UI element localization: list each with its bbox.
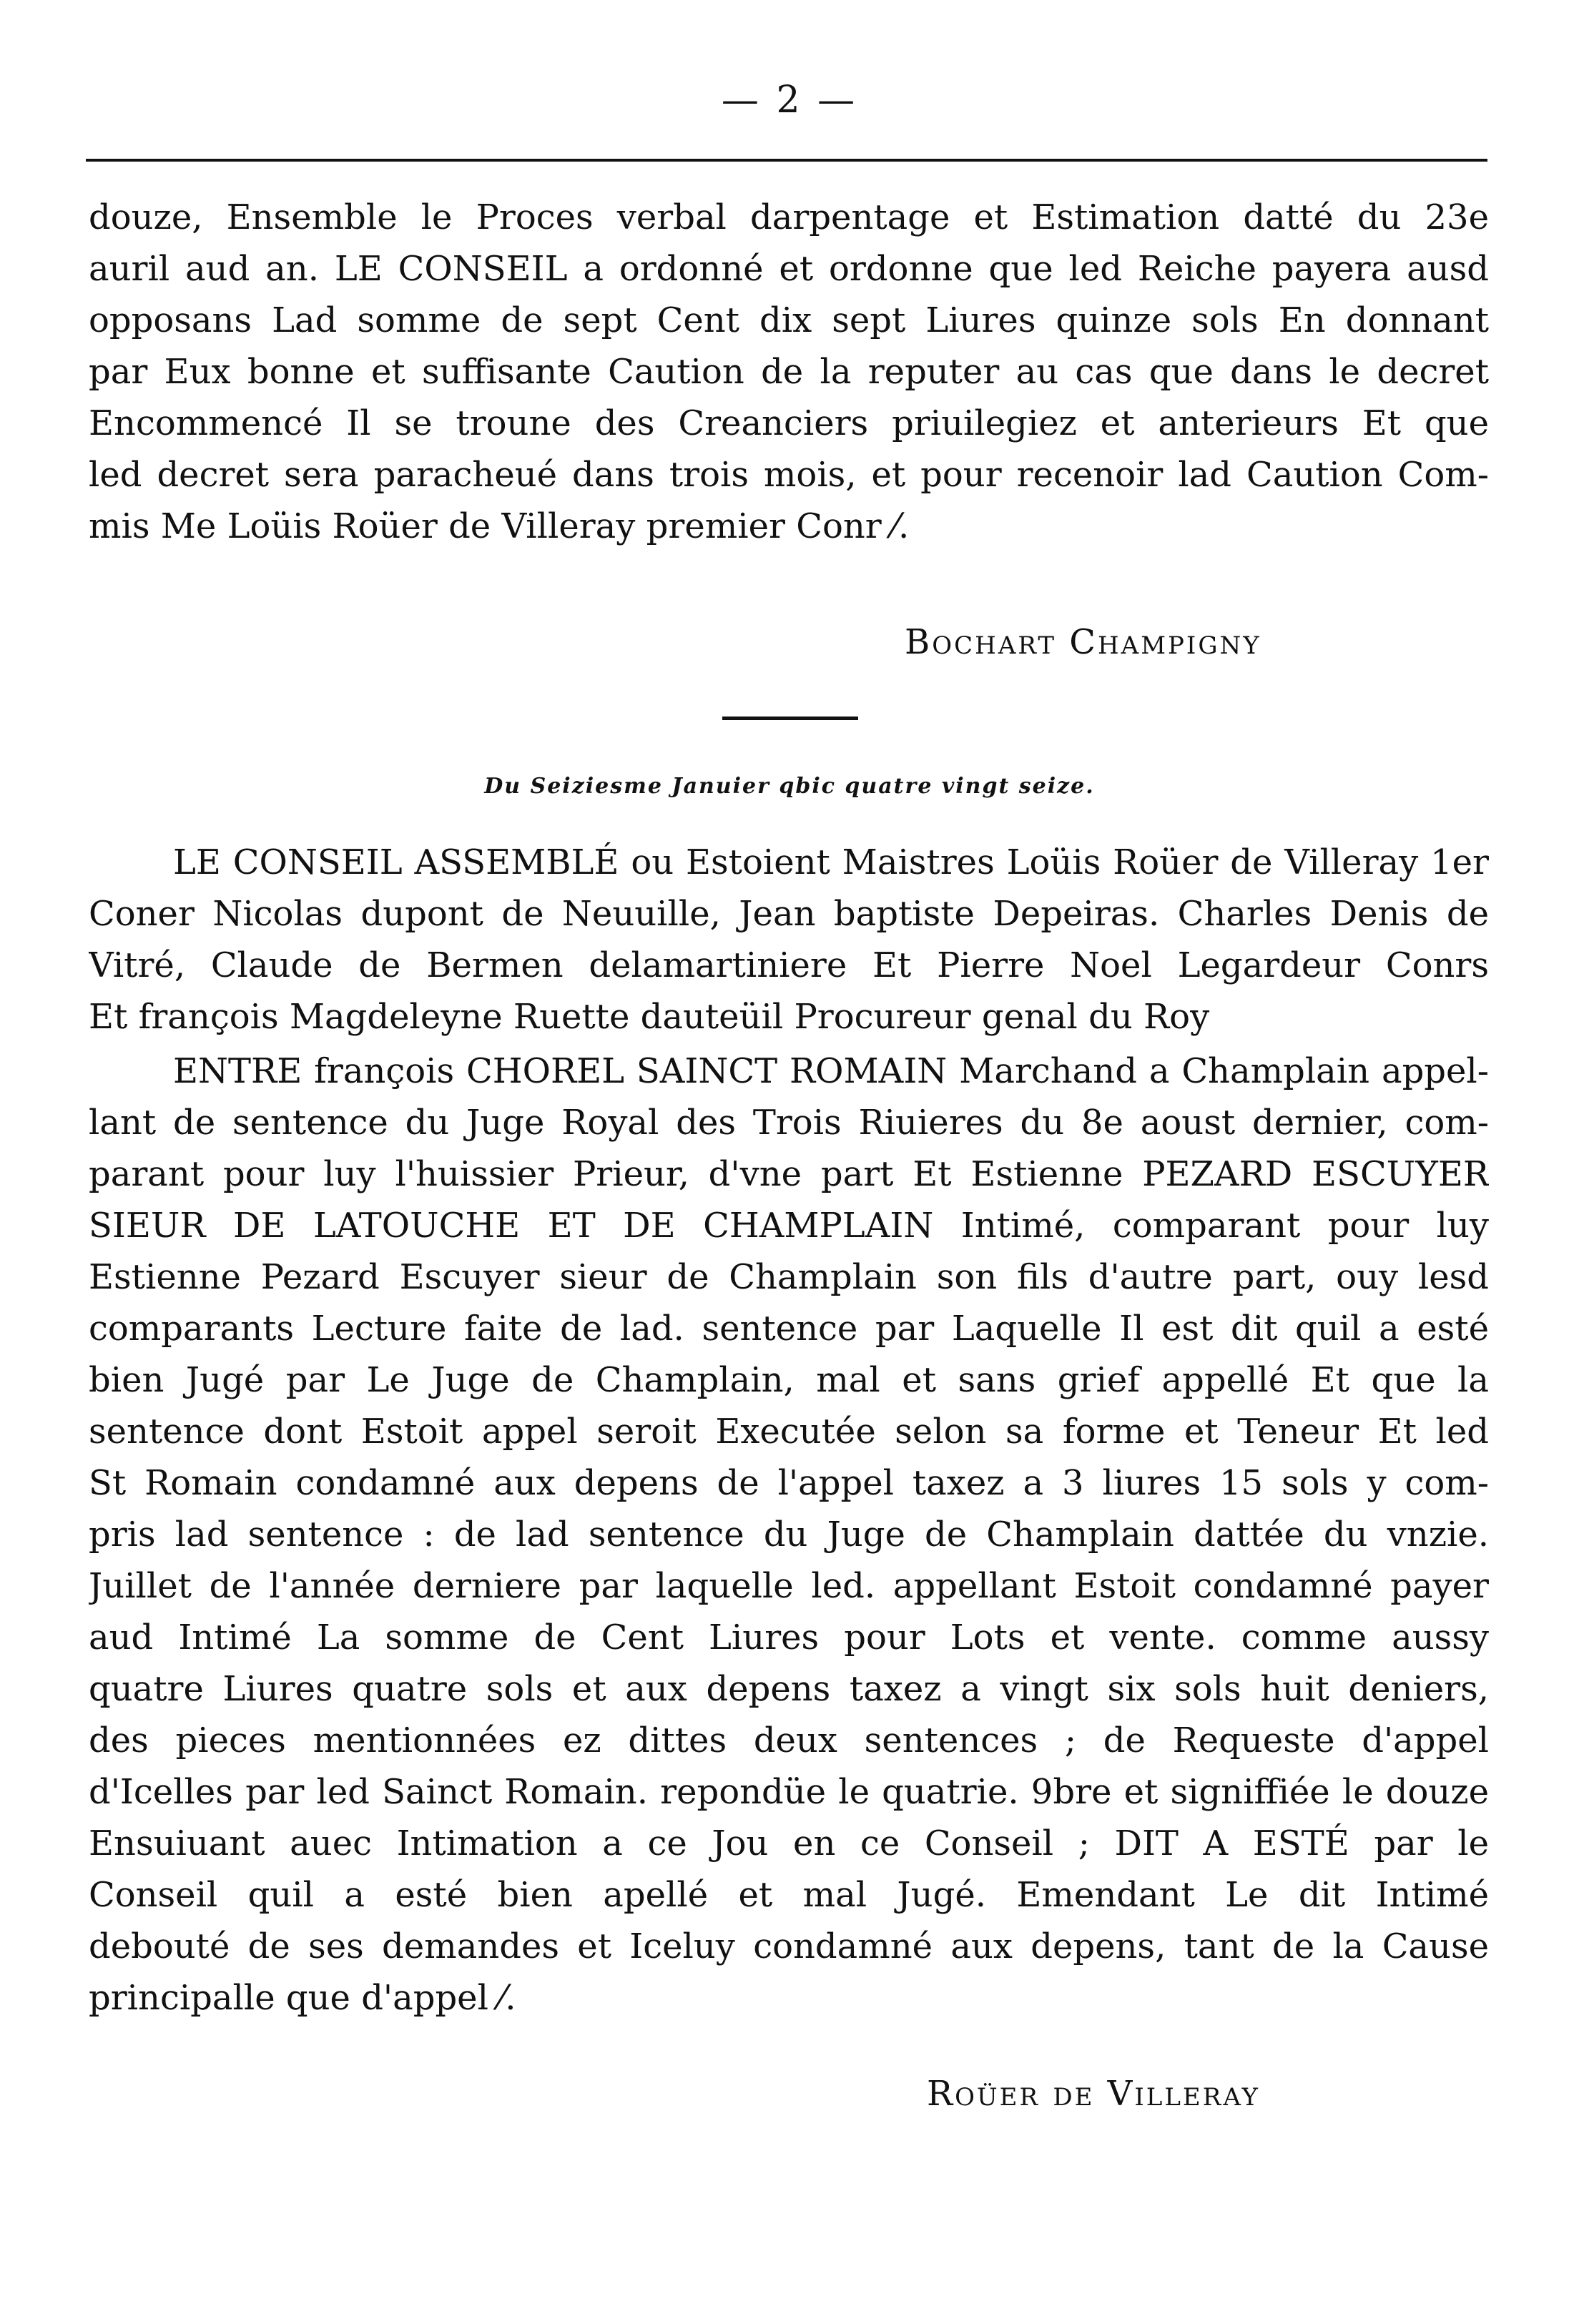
text-line: led decret sera paracheué dans trois mois, et pour recenoir lad Caution Com-: [89, 455, 1489, 495]
text-line: comparants Lecture faite de lad. sentence par Laquelle Il est dit quil a esté: [89, 1309, 1489, 1349]
text-line: des pieces mentionnées ez dittes deux sentences ; de Requeste d'appel: [89, 1720, 1489, 1761]
session-date-heading: Du Seiziesme Januier qbic quatre vingt seize.: [484, 774, 1095, 799]
text-line: par Eux bonne et suffisante Caution de la reputer au cas que dans le decret: [89, 352, 1489, 392]
text-line: d'Icelles par led Sainct Romain. repondüe le quatrie. 9bre et signiffiée le douze: [89, 1772, 1489, 1812]
page-number: — 2 —: [721, 79, 858, 122]
text-line: quatre Liures quatre sols et aux depens taxez a vingt six sols huit deniers,: [89, 1669, 1489, 1709]
text-line: mis Me Loüis Roüer de Villeray premier Conr ⁄.: [89, 506, 910, 546]
text-line: opposans Lad somme de sept Cent dix sept Liures quinze sols En donnant: [89, 300, 1489, 340]
text-line: douze, Ensemble le Proces verbal darpentage et Estimation datté du 23e: [89, 197, 1489, 237]
text-line: Vitré, Claude de Bermen delamartiniere Et Pierre Noel Legardeur Conrs: [89, 945, 1489, 985]
paragraph-continuation: [89, 192, 1489, 552]
signature-champigny: Bochart Champigny: [905, 622, 1261, 662]
section-divider: [722, 717, 858, 720]
text-line: Conseil quil a esté bien apellé et mal Jugé. Emendant Le dit Intimé: [89, 1875, 1489, 1915]
text-line: aud Intimé La somme de Cent Liures pour Lots et vente. comme aussy: [89, 1618, 1489, 1658]
text-line: principalle que d'appel ⁄.: [89, 1978, 516, 2018]
text-line: debouté de ses demandes et Iceluy condamné aux depens, tant de la Cause: [89, 1926, 1489, 1966]
text-line: bien Jugé par Le Juge de Champlain, mal et sans grief appellé Et que la: [89, 1360, 1489, 1400]
text-line: lant de sentence du Juge Royal des Trois Riuieres du 8e aoust dernier, com-: [89, 1103, 1489, 1143]
text-line: SIEUR DE LATOUCHE ET DE CHAMPLAIN Intimé, comparant pour luy: [89, 1206, 1489, 1246]
text-line: auril aud an. LE CONSEIL a ordonné et ordonne que led Reiche payera ausd: [89, 249, 1489, 289]
text-line: Juillet de l'année derniere par laquelle led. appellant Estoit condamné payer: [89, 1566, 1489, 1606]
text-line: Ensuiuant auec Intimation a ce Jou en ce Conseil ; DIT A ESTÉ par le: [89, 1823, 1489, 1863]
header-rule: [86, 159, 1487, 162]
signature-rouer-de-villeray: Roüer de Villeray: [927, 2074, 1260, 2114]
text-line: Et françois Magdeleyne Ruette dauteüil Procureur genal du Roy: [89, 997, 1210, 1037]
text-line: St Romain condamné aux depens de l'appel taxez a 3 liures 15 sols y com-: [89, 1463, 1489, 1503]
paragraph-council-assembled: [89, 837, 1489, 1043]
text-line: Estienne Pezard Escuyer sieur de Champlain son fils d'autre part, ouy lesd: [89, 1257, 1489, 1297]
text-line: Encommencé Il se troune des Creanciers priuilegiez et anterieurs Et que: [89, 403, 1489, 443]
text-line: LE CONSEIL ASSEMBLÉ ou Estoient Maistres Loüis Roüer de Villeray 1er: [173, 842, 1489, 882]
text-line: sentence dont Estoit appel seroit Executée selon sa forme et Teneur Et led: [89, 1412, 1489, 1452]
paragraph-case-judgment: [89, 1045, 1489, 2024]
text-line: parant pour luy l'huissier Prieur, d'vne part Et Estienne PEZARD ESCUYER: [89, 1154, 1489, 1194]
text-line: pris lad sentence : de lad sentence du Juge de Champlain dattée du vnzie.: [89, 1515, 1489, 1555]
text-line: ENTRE françois CHOREL SAINCT ROMAIN Marchand a Champlain appel-: [173, 1051, 1489, 1091]
text-line: Coner Nicolas dupont de Neuuille, Jean baptiste Depeiras. Charles Denis de: [89, 894, 1489, 934]
